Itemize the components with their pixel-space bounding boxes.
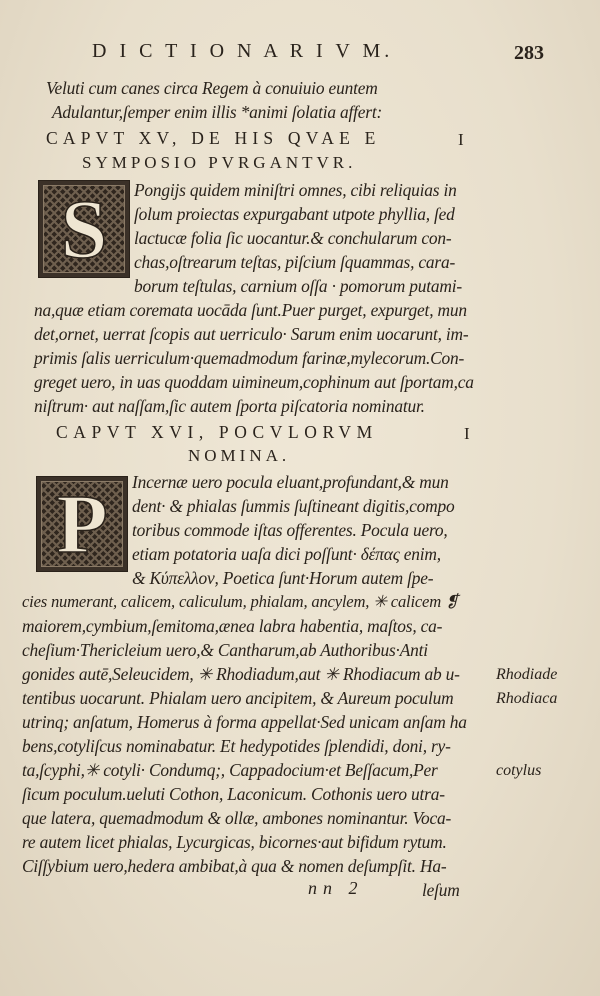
text-line: niſtrum· aut naſſam,ſic autem ſporta piſcatoria nominatur.: [34, 396, 425, 416]
chapter-heading-mark: I: [464, 424, 474, 443]
text-line: re autem licet phialas, Lycurgicas, bicornes·aut bifidum rytum.: [22, 832, 447, 852]
text-line: na,quæ etiam coremata uocāda ſunt.Puer purget, expurget, mun: [34, 300, 467, 320]
text-line: utrinq; anſatum, Homerus à forma appellat·Sed unicam anſam ha: [22, 712, 467, 732]
chapter-heading: CAPVT XV, DE HIS QVAE E: [46, 128, 381, 148]
chapter-heading: NOMINA.: [188, 446, 291, 465]
signature-mark: nn 2: [308, 878, 364, 898]
text-line: Veluti cum canes circa Regem à conuiuio euntem: [46, 78, 378, 98]
text-line: maiorem,cymbium,ſemitoma,ænea labra habentia, maſtos, ca-: [22, 616, 443, 636]
text-line: & Κύπελλον, Poetica ſunt·Horum autem ſpe-: [132, 568, 434, 588]
text-line: gonides autē,Seleucidem, ✳ Rhodiadum,aut ✳ Rhodiacum ab u-: [22, 664, 460, 684]
text-line: tentibus uocarunt. Phialam uero ancipitem, & Aureum poculum: [22, 688, 454, 708]
catchword: leſum: [422, 880, 460, 900]
text-line: chas,oſtrearum teſtas, piſcium ſquammas, cara-: [134, 252, 456, 272]
text-line: ſicum poculum.ueluti Cothon, Laconicum. Cothonis uero utra-: [22, 784, 445, 804]
text-line: ta,ſcyphi,✳ cotyli· Condumq;, Cappadocium·et Beſſacum,Per: [22, 760, 438, 780]
margin-note: Rhodiade: [496, 666, 558, 683]
page-number: 283: [514, 42, 544, 64]
chapter-heading: CAPVT XVI, POCVLORVM: [56, 422, 378, 442]
decorated-initial: [36, 476, 128, 572]
text-line: bens,cotyliſcus nominabatur. Et hedypotides ſplendidi, doni, ry-: [22, 736, 451, 756]
text-line: primis ſalis uerriculum·quemadmodum farinæ,mylecorum.Con-: [34, 348, 465, 368]
initial-letter: P: [56, 477, 108, 571]
margin-note: cotylus: [496, 762, 542, 779]
margin-note: Rhodiaca: [496, 690, 558, 707]
text-line: cies numerant, calicem, caliculum, phialam, ancylem, ✳ calicem ❡: [22, 592, 459, 611]
text-line: borum teſtulas, carnium oſſa · pomorum putami-: [134, 276, 462, 296]
decorated-initial: [38, 180, 130, 278]
text-line: toribus commode iſtas offerentes. Pocula uero,: [132, 520, 448, 540]
text-line: ſolum proiectas expurgabant utpote phyllia, ſed: [134, 204, 455, 224]
text-line: lactucæ folia ſic uocantur.& conchularum con-: [134, 228, 452, 248]
text-line: que latera, quemadmodum & ollæ, ambones nominantur. Voca-: [22, 808, 452, 828]
text-line: cheſium·Thericleium uero,& Cantharum,ab Authoribus·Anti: [22, 640, 428, 660]
text-line: Incernæ uero pocula eluant,profundant,& mun: [132, 472, 449, 492]
text-line: etiam potatoria uaſa dici poſſunt· δέπας enim,: [132, 544, 441, 564]
initial-letter: S: [60, 182, 108, 276]
running-title: D I C T I O N A R I V M.: [92, 40, 394, 62]
text-line: det,ornet, uerrat ſcopis aut uerriculo· Sarum enim uocarunt, im-: [34, 324, 469, 344]
text-line: Adulantur,ſemper enim illis *animi ſolatia affert:: [52, 102, 383, 122]
text-line: dent· & phialas ſummis ſuſtineant digitis,compo: [132, 496, 455, 516]
chapter-heading-mark: I: [458, 130, 468, 149]
text-line: Pongijs quidem miniſtri omnes, cibi reliquias in: [134, 180, 457, 200]
text-line: greget uero, in uas quoddam uimineum,cophinum aut ſportam,ca: [34, 372, 474, 392]
chapter-heading: SYMPOSIO PVRGANTVR.: [82, 153, 357, 172]
text-line: Ciſſybium uero,hedera ambibat,à qua & nomen deſumpſit. Ha-: [22, 856, 447, 876]
